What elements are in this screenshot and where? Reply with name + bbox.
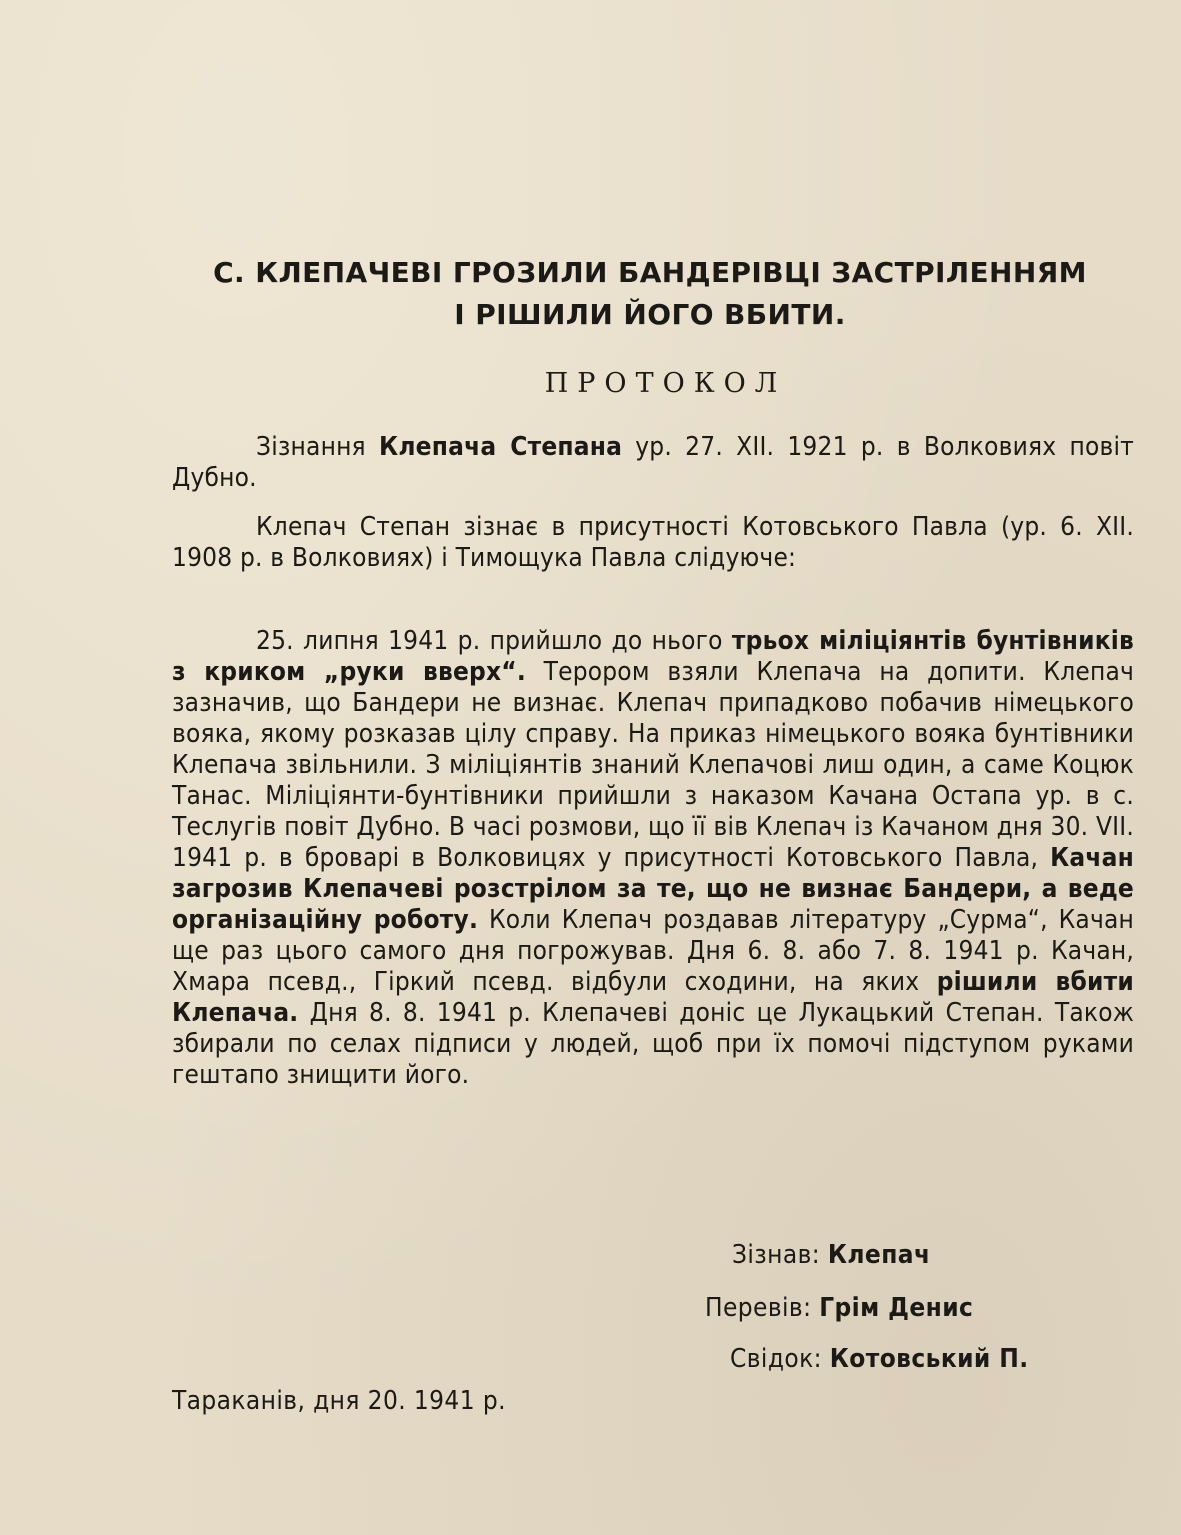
p3-s4: Дня 8. 8. 1941 р. Клепачеві доніс це Лукацький Степан. Також збирали по селах підписи у людей, щоб при їх помочі підступом руками гештапо знищити його.: [172, 998, 1134, 1090]
p1-name: Клепача Степана: [379, 432, 623, 462]
witness-label: Свідок:: [730, 1344, 830, 1374]
p1-text-c: ур. 27. XII. 1921 р. в Волковиях повіт Дубно.: [172, 432, 1134, 493]
title-line-1: С. КЛЕПАЧЕВІ ГРОЗИЛИ БАНДЕРІВЦІ ЗАСТРІЛЕННЯМ: [213, 256, 1087, 289]
p3-s1-bold: трьох міліціянтів бунтівників з криком „руки вверх“.: [172, 626, 1135, 687]
p1-text-a: Зізнання: [256, 432, 380, 462]
paragraph-witnesses: [172, 512, 1134, 574]
translated-name: Грім Денис: [819, 1293, 974, 1323]
protocol-heading: ПРОТОКОЛ: [544, 368, 787, 399]
p2-text: Клепач Степан зізнає в присутності Котовського Павла (ур. 6. XII. 1908 р. в Волковиях) і Тимощука Павла слідуюче:: [172, 512, 1134, 573]
confessed-name: Клепач: [827, 1240, 931, 1270]
signature-confessed: [732, 1240, 930, 1271]
signature-witness: [730, 1344, 1029, 1375]
witness-name: Котовський П.: [829, 1344, 1029, 1374]
document-title: [165, 252, 1135, 336]
p3-s3: Коли Клепач роздавав літературу „Сурма“, Качан ще раз цього самого дня погрожував. Дня 6. 8. або 7. 8. 1941 р. Качан, Хмара псевд., Гіркий псевд. відбули сходини, на яких: [172, 905, 1135, 997]
p3-s1: 25. липня 1941 р. прийшло до нього: [256, 626, 732, 656]
paragraph-confession-intro: [172, 432, 1134, 494]
title-line-2: І РІШИЛИ ЙОГО ВБИТИ.: [454, 298, 846, 331]
place-date: Тараканів, дня 20. 1941 р.: [172, 1386, 506, 1416]
signature-translated: [705, 1293, 973, 1324]
translated-label: Перевів:: [705, 1293, 820, 1323]
p3-s3-bold: рішили вбити Клепача.: [172, 967, 1134, 1028]
p3-s2-bold: Качан загрозив Клепачеві розстрілом за те, що не визнає Бандери, а веде організаційну роботу.: [172, 843, 1134, 935]
p3-s2: Терором взяли Клепача на допити. Клепач зазначив, що Бандери не визнає. Клепач припадково побачив німецького вояка, якому розказав цілу справу. На приказ німецького вояка бунтівники Клепача звільнили. З міліціянтів знаний Клепачові лиш один, а саме Коцюк Танас. Міліціянти-бунтівники прийшли з наказом Качана Остапа ур. в с. Теслугів повіт Дубно. В часі розмови, що її вів Клепач із Качаном дня 30. VII. 1941 р. в броварі в Волковицях у присутності Котовського Павла,: [172, 657, 1135, 873]
confessed-label: Зізнав:: [732, 1240, 828, 1270]
paragraph-main-account: [172, 626, 1134, 1091]
